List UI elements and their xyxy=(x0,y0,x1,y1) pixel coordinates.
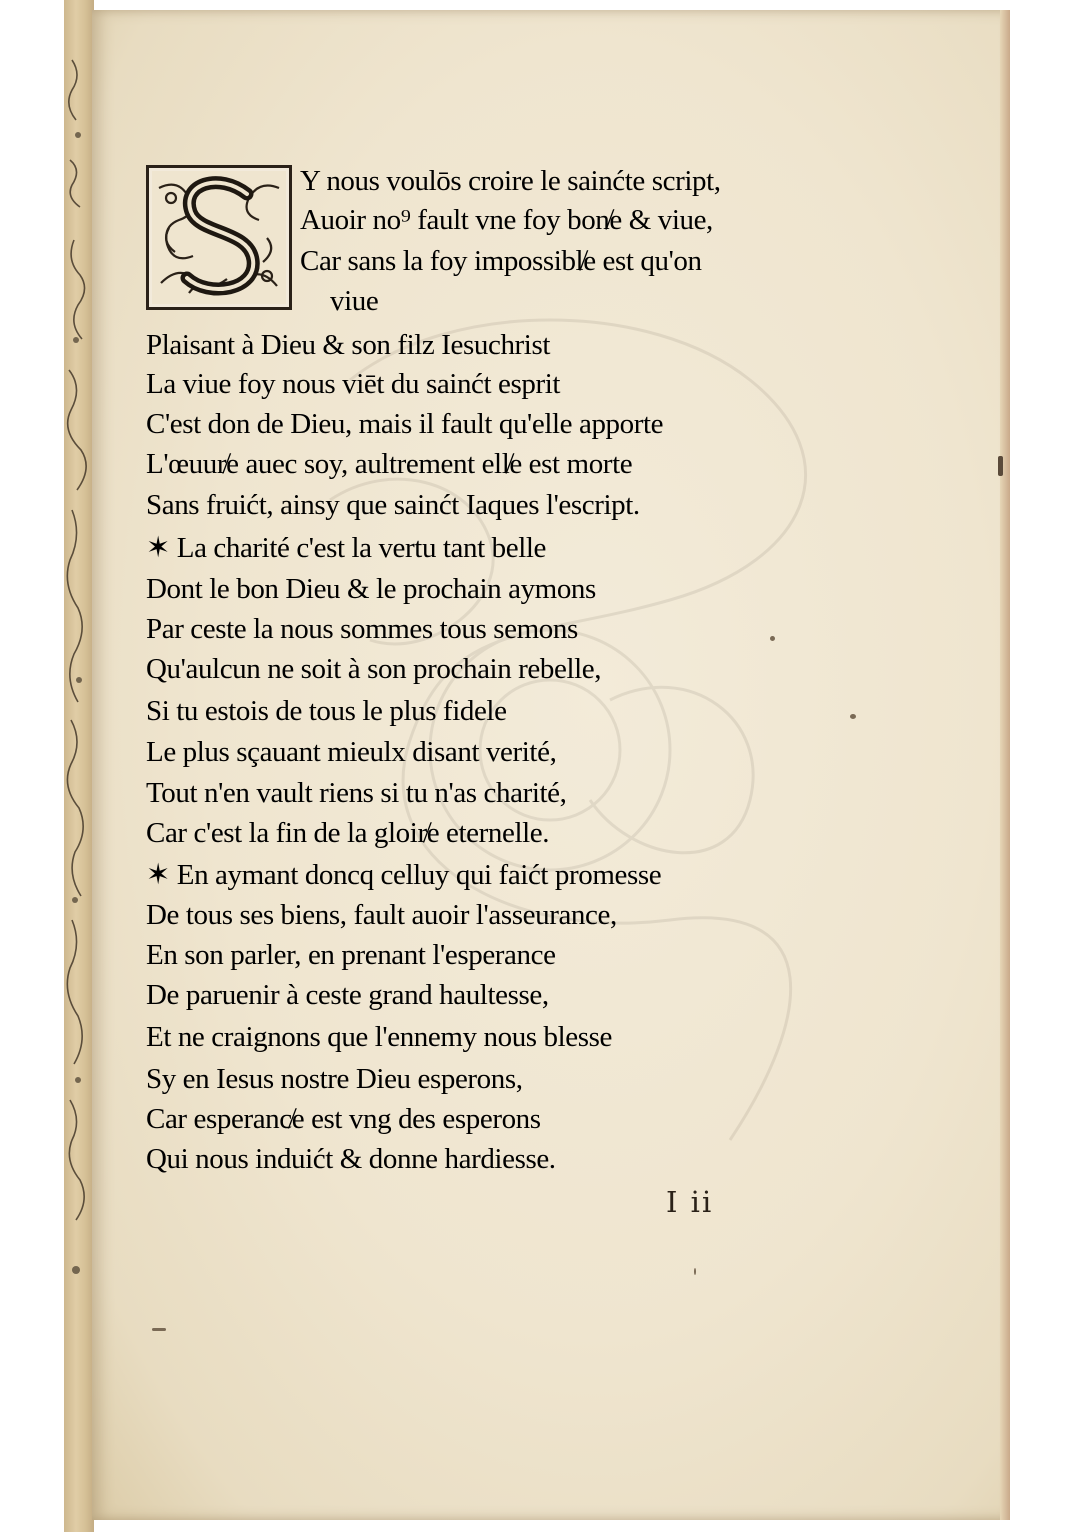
verse-line: De tous ses biens, fault auoir l'asseurance, xyxy=(146,899,617,931)
opening-line-4: viue xyxy=(330,285,379,317)
verse-line: Tout n'en vault riens si tu n'as charité, xyxy=(146,777,567,809)
verse-line: Sy en Iesus nostre Dieu esperons, xyxy=(146,1063,523,1095)
signature-mark: I ii xyxy=(666,1185,714,1219)
verse-line: En son parler, en prenant l'esperance xyxy=(146,939,556,971)
verse-line: Qui nous induićt & donne hardiesse. xyxy=(146,1143,556,1175)
edge-mark xyxy=(998,456,1003,476)
verse-line: Si tu estois de tous le plus fidele xyxy=(146,695,507,727)
verse-line: La viue foy nous viēt du sainćt esprit xyxy=(146,368,561,400)
initial-letter-s-icon xyxy=(149,168,289,307)
paper-speck xyxy=(152,1328,166,1331)
verse-line: Et ne craignons que l'ennemy nous blesse xyxy=(146,1021,612,1053)
opening-line-3: Car sans la foy impossibl̸e est qu'on xyxy=(300,245,702,277)
paper-speck xyxy=(770,636,775,641)
verse-line: Le plus sçauant mieulx disant verité, xyxy=(146,736,557,768)
verse-line: Car esperanc̸e est vng des esperons xyxy=(146,1103,541,1135)
paper-speck xyxy=(694,1268,696,1275)
paper-speck xyxy=(850,714,856,719)
verse-line: De paruenir à ceste grand haultesse, xyxy=(146,979,549,1011)
verse-line: L'œuur̸e auec soy, aultrement ell̸e est morte xyxy=(146,448,633,480)
verse-line: Car c'est la fin de la gloir̸e eternelle. xyxy=(146,817,550,849)
verse-line: Sans fruićt, ainsy que sainćt Iaques l'escript. xyxy=(146,489,640,521)
opening-line-2: Auoir no⁹ fault vne foy bon̸e & viue, xyxy=(300,204,713,236)
decorated-initial xyxy=(146,165,292,310)
verse-line: Qu'aulcun ne soit à son prochain rebelle, xyxy=(146,653,602,685)
page-fore-edge xyxy=(1000,10,1010,1520)
verse-line: Plaisant à Dieu & son filz Iesuchrist xyxy=(146,329,551,361)
verse-line: ✶ En aymant doncq celluy qui faićt promesse xyxy=(146,859,662,891)
facing-page-ornament xyxy=(66,40,88,1300)
verse-line: ✶ La charité c'est la vertu tant belle xyxy=(146,532,546,564)
verse-line: C'est don de Dieu, mais il fault qu'elle apporte xyxy=(146,408,664,440)
opening-line-1: Y nous voulōs croire le sainćte script, xyxy=(300,165,721,197)
verse-line: Dont le bon Dieu & le prochain aymons xyxy=(146,573,596,605)
verse-line: Par ceste la nous sommes tous semons xyxy=(146,613,578,645)
